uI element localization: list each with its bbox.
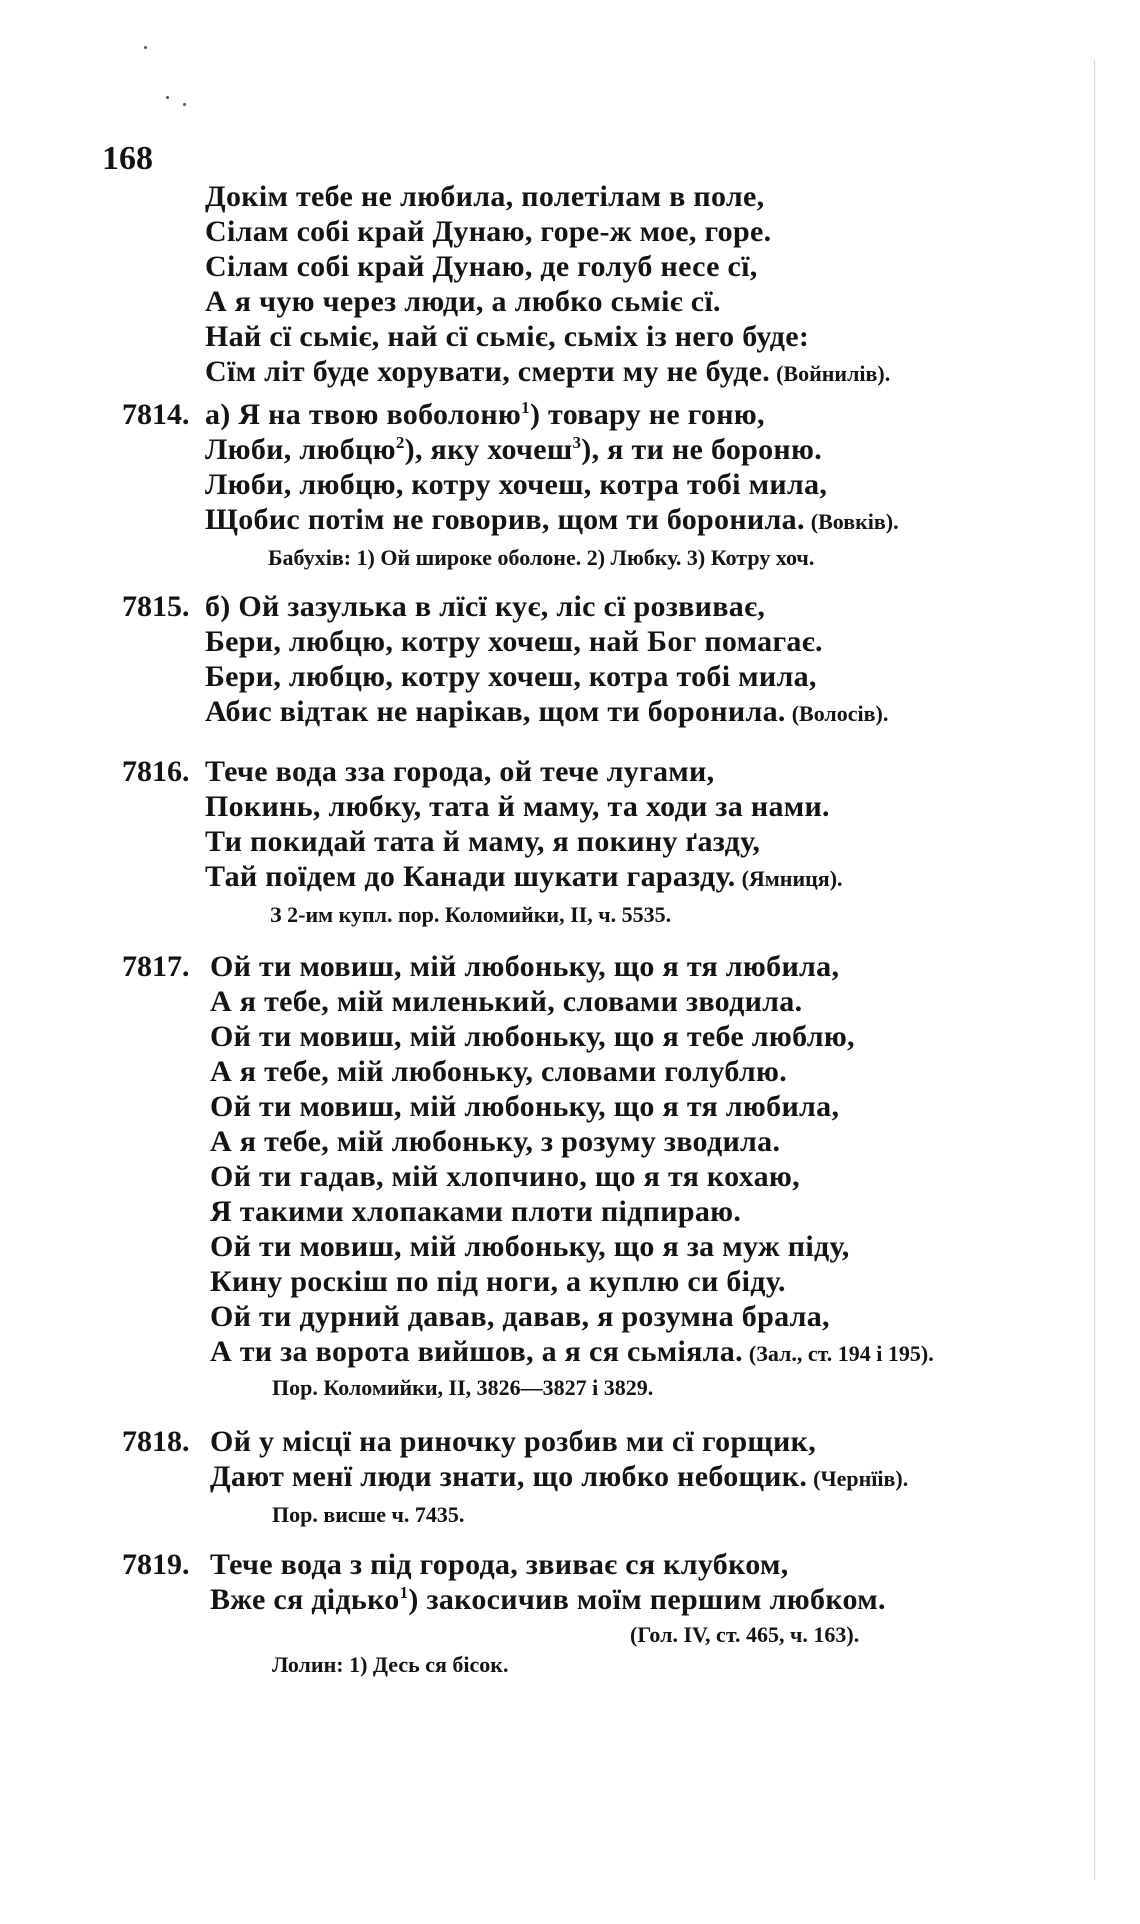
verse-text: Сїм літ буде хорувати, смерти му не буде.	[205, 355, 771, 388]
song-number: 7816.	[122, 755, 190, 788]
verse-line	[205, 695, 888, 729]
verse-line: Ой ти мовиш, мій любоньку, що я тебе люблю,	[210, 1020, 855, 1053]
verse-text: ) товару не гоню,	[529, 398, 765, 431]
source-ref: (Гол. IV, ст. 465, ч. 163).	[630, 1622, 860, 1647]
verse-line: Сілам собі край Дунаю, де голуб несе сї,	[205, 250, 758, 283]
print-speck	[166, 96, 169, 99]
verse-line	[205, 355, 890, 389]
verse-line	[205, 503, 899, 537]
verse-line: А я чую через люди, а любко сьміє сї.	[205, 285, 721, 318]
source-ref: (Зал., ст. 194 і 195).	[748, 1341, 934, 1366]
verse-line: б) Ой зазулька в лїсї кує, ліс сї розвиває,	[205, 590, 766, 623]
page-edge-line	[1094, 60, 1095, 1880]
print-speck	[144, 46, 147, 49]
footnote: Лолин: 1) Десь ся бісок.	[272, 1652, 509, 1677]
verse-text: ), яку хочеш	[404, 433, 573, 466]
footnote-mark: 1	[521, 398, 530, 417]
verse-text: Абис відтак не нарікав, щом ти боронила.	[205, 695, 786, 728]
footnote-mark: 1	[399, 1583, 409, 1602]
page-number: 168	[102, 140, 153, 177]
verse-line: А я тебе, мій любоньку, словами голублю.	[210, 1055, 788, 1088]
verse-text: ), я ти не бороню.	[581, 433, 823, 466]
verse-line: Ой у місцї на риночку розбив ми сї горщик,	[210, 1425, 817, 1458]
verse-text: А ти за ворота вийшов, а я ся сьміяла.	[210, 1335, 743, 1368]
verse-text: Тай поїдем до Канади шукати гаразду.	[205, 860, 736, 893]
verse-line: А я тебе, мій любоньку, з розуму зводила.	[210, 1125, 781, 1158]
verse-line: Покинь, любку, тата й маму, та ходи за нами.	[205, 790, 830, 823]
verse-text: Вже ся дідько	[210, 1583, 400, 1616]
verse-line: Тече вода з під города, звиває ся клубком,	[210, 1548, 789, 1581]
footnote: З 2-им купл. пор. Коломийки, II, ч. 5535.	[270, 902, 672, 927]
footnote-mark: 3	[572, 433, 582, 452]
verse-line: Ой ти дурний давав, давав, я розумна брала,	[210, 1300, 830, 1333]
print-speck	[183, 103, 186, 106]
verse-line: Ти покидай тата й маму, я покину ґазду,	[205, 825, 761, 858]
verse-line: Люби, любцю, котру хочеш, котра тобі мила,	[205, 468, 828, 501]
verse-line	[205, 398, 765, 432]
source-ref: (Вовків).	[810, 509, 899, 534]
footnote: Пор. Коломийки, II, 3826—3827 і 3829.	[272, 1375, 654, 1400]
source-ref: (Войнилів).	[776, 361, 891, 386]
source-ref: (Чернїів).	[813, 1466, 909, 1491]
verse-line: Докім тебе не любила, полетілам в поле,	[205, 180, 765, 213]
verse-line	[210, 1583, 886, 1617]
verse-line: Бери, любцю, котру хочеш, котра тобі мила,	[205, 660, 817, 693]
verse-text: Люби, любцю	[205, 433, 396, 466]
verse-text: а) Я на твою воболоню	[205, 398, 522, 431]
footnote: Бабухів: 1) Ой широке оболоне. 2) Любку. 3) Котру хоч.	[268, 545, 815, 570]
verse-line	[205, 433, 822, 467]
song-number: 7817.	[122, 950, 190, 983]
verse-line: Тече вода зза города, ой тече лугами,	[205, 755, 715, 788]
verse-text: ) закосичив моїм першим любком.	[408, 1583, 886, 1616]
verse-line: Най сї сьміє, най сї сьміє, сьміх із него буде:	[205, 320, 810, 353]
song-number: 7818.	[122, 1425, 190, 1458]
song-number: 7815.	[122, 590, 190, 623]
verse-line: Я такими хлопаками плоти підпираю.	[210, 1195, 742, 1228]
source-ref: (Ямниця).	[741, 866, 843, 891]
verse-line	[205, 860, 843, 894]
source-ref: (Волосів).	[791, 701, 889, 726]
verse-line: А я тебе, мій миленький, словами зводила.	[210, 985, 803, 1018]
song-number: 7819.	[122, 1548, 190, 1581]
verse-line: Ой ти гадав, мій хлопчино, що я тя кохаю,	[210, 1160, 800, 1193]
verse-line: Ой ти мовиш, мій любоньку, що я тя любила,	[210, 950, 840, 983]
verse-line	[210, 1460, 908, 1494]
verse-line: Кину роскіш по під ноги, а куплю си біду.	[210, 1265, 786, 1298]
verse-text: Дают менї люди знати, що любко небощик.	[210, 1460, 808, 1493]
footnote-mark: 2	[395, 433, 405, 452]
verse-line: Ой ти мовиш, мій любоньку, що я тя любила,	[210, 1090, 840, 1123]
song-number: 7814.	[122, 398, 190, 431]
verse-line: Ой ти мовиш, мій любоньку, що я за муж піду,	[210, 1230, 850, 1263]
verse-line: Сілам собі край Дунаю, горе-ж мое, горе.	[205, 215, 772, 248]
footnote: Пор. висше ч. 7435.	[272, 1502, 465, 1527]
verse-text: Щобис потім не говорив, щом ти боронила.	[205, 503, 805, 536]
verse-line: Бери, любцю, котру хочеш, най Бог помагає.	[205, 625, 823, 658]
verse-line	[210, 1335, 934, 1369]
